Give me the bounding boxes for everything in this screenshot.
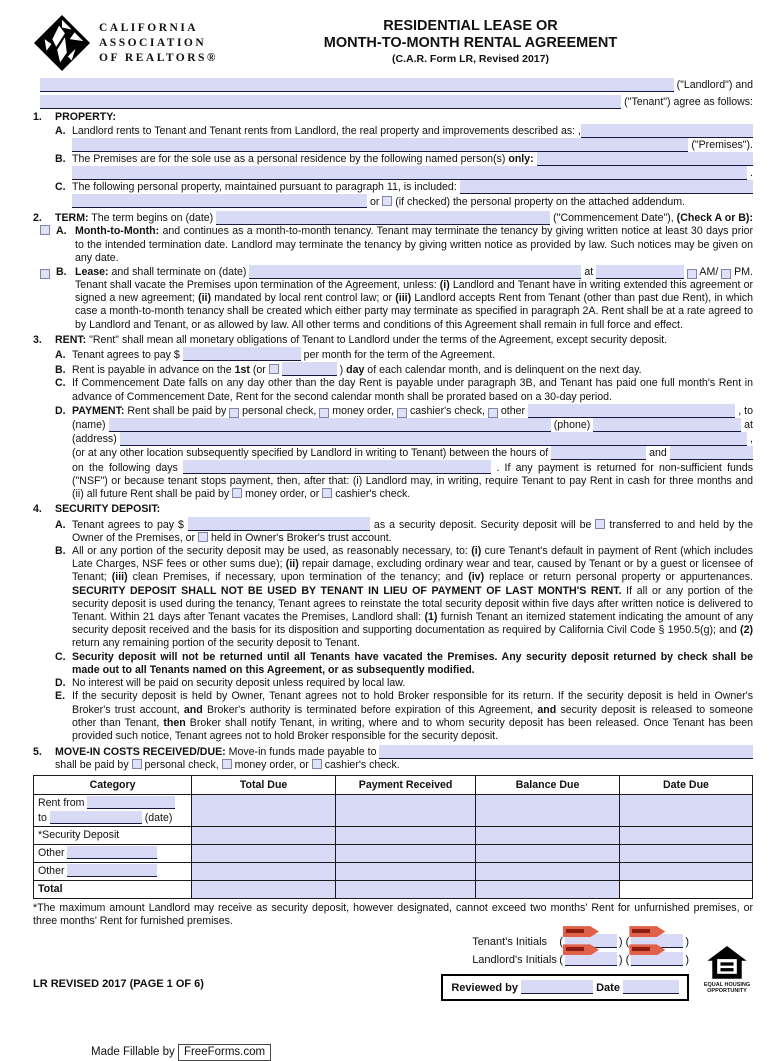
table-row [34,880,753,898]
text-run: Month-to-Month: [75,225,160,238]
paren: ) [618,954,623,967]
date-label: Date [596,982,620,995]
table-cell-field[interactable] [335,795,475,826]
table-cell-field[interactable] [619,862,752,880]
text-run: held in Owner's Broker's trust account. [208,531,392,544]
text-run: ("Landlord") and [673,78,753,91]
initials-block [472,934,689,970]
text-run: Tenant agrees to pay $ [72,349,183,362]
text-run: Rent is payable in advance on the [72,364,235,377]
section-3-heading [33,334,753,347]
clause-1c-line2 [33,194,753,209]
text-run: to [38,811,50,824]
paren: ) [685,954,689,967]
form-header [33,14,753,72]
checkbox[interactable] [198,532,208,542]
text-run: (iii) [395,292,412,305]
clause-4b [33,545,753,651]
item-label: 4. [33,503,42,516]
checkbox[interactable] [312,759,322,769]
text-run: *Security Deposit [38,828,120,841]
clause-3c [33,377,753,403]
text-run: PM. [731,265,753,278]
text-run: If Commencement Date falls on any day other than the day Rent is payable under paragraph 3B, and Tenant has paid one full month's Rent in advance of Commencement Date, Rent for the second calendar month shall be prorated based on a 30-day period. [72,377,753,403]
reviewed-by-label: Reviewed by [451,982,518,995]
checkbox[interactable] [322,488,332,498]
text-run: (i) [471,545,482,558]
clause-1a [33,124,753,138]
table-cell-field[interactable] [619,844,752,862]
text-run: Broker shall notify Tenant, in writing, where and to whom security deposit has been released. Once Tenant has been provided such notice, Tenant agrees not to hold Broker responsible for the security deposit. [72,716,754,742]
blank-field[interactable] [87,796,175,809]
table-cell-field[interactable] [476,795,620,826]
text-run: Other [38,865,68,878]
text-run: ("Commencement Date"), [550,212,677,225]
item-label: 1. [33,111,42,123]
text-run: mandated by local rent control law; or [211,292,396,305]
table-cell-field[interactable] [619,826,752,844]
table-cell-field[interactable] [335,844,475,862]
blank-field[interactable] [72,138,688,152]
text-run: Move-in funds made payable to [225,745,380,758]
text-run: and [183,703,203,716]
text-run: on the following days [72,461,184,474]
blank-field[interactable] [40,78,674,92]
text-run: (1) [424,611,438,624]
checkbox[interactable] [397,408,407,418]
text-run: Tenant shall vacate the Premises upon termination of the Agreement, unless: [75,279,440,292]
column-header: Payment Received [335,776,475,795]
blank-field[interactable] [528,404,735,418]
table-cell-field[interactable] [476,862,620,880]
title-line-1: RESIDENTIAL LEASE OR [383,18,558,34]
landlord-initials-field-2[interactable] [631,952,683,966]
clause-5-line2 [33,759,753,772]
text-run: AM/ [697,265,722,278]
page-footer [33,934,753,1030]
table-cell-field[interactable] [192,862,336,880]
text-run: and shall terminate on (date) [108,265,250,278]
table-cell-field[interactable] [476,880,620,898]
brand-line: CALIFORNIA [99,21,199,34]
text-run: ) [336,364,347,377]
text-run: Landlord and Tenant have in writing extended this agreement or signed a new agreement; [75,279,753,305]
clause-2b: B. Lease: and shall terminate on (date) at AM/ PM. [33,265,753,279]
paren: ) [685,936,689,949]
text-run: then [163,716,186,729]
text-run: Rent from [38,797,88,810]
text-run: (2) [740,624,753,637]
blank-field[interactable] [551,446,646,460]
text-run: (ii) [285,558,299,571]
clause-1b [33,152,753,166]
text-run: (i) [439,279,450,292]
item-label: B. [55,364,66,377]
table-cell-field[interactable] [476,826,620,844]
text-run: at [581,265,597,278]
text-run: ("Tenant") agree as follows: [621,95,753,108]
item-label: A. [55,125,66,137]
blank-field[interactable] [183,347,301,361]
text-run: personal check, [239,404,320,417]
text-run: The following personal property, maintained pursuant to paragraph 11, is included: [72,181,460,193]
section-1-heading [33,111,753,124]
table-cell-field[interactable] [192,844,336,862]
landlord-initials-field-1[interactable] [565,952,617,966]
text-run: Lease: [75,265,109,278]
blank-field[interactable] [50,811,142,824]
text-run: The term begins on (date) [88,212,217,225]
column-header: Balance Due [476,776,620,795]
blank-field[interactable] [40,95,621,109]
car-realtors-logo [33,14,91,72]
text-run: Other [38,847,68,860]
checkbox[interactable] [222,759,232,769]
table-row [34,826,753,844]
brand-line: ASSOCIATION [99,36,207,49]
intro-tenant-line [33,95,753,109]
text-run: cashier's check, [407,404,488,417]
text-run: . [747,167,753,179]
text-run: return any remaining portion of the security deposit to Tenant. [72,637,360,650]
text-run: Landlord accepts Rent from Tenant (other than past due Rent), in which case a month-to-month tenancy shall be created which either party may terminate as specified in paragraph 2A. Rent shall be at a rate agreed to by Landlord and Tenant, or as allowed by law. All other terms and conditions of this Agreement shall remain in full force and effect. [75,292,754,331]
form-body [33,78,753,772]
landlord-initials-label: Landlord's Initials [472,954,557,967]
text-run: TERM: [55,212,89,225]
blank-field[interactable] [379,745,753,759]
text-run: ("Premises"). [688,139,753,151]
text-run: replace or return personal property or appurtenances. [484,571,753,584]
blank-field[interactable] [596,265,684,279]
checkbox[interactable] [132,759,142,769]
checkbox[interactable] [232,488,242,498]
text-run: (ii) [198,292,212,305]
item-label: B. [55,545,66,558]
checkbox[interactable] [269,364,279,374]
eho-text-1: EQUAL HOUSING [703,982,751,989]
text-run: security deposit is released to someone other than Tenant, [72,703,753,729]
text-run: (date) [141,811,173,824]
text-run: Tenant agrees to pay $ [72,518,188,531]
blank-field[interactable] [120,432,747,446]
checkbox[interactable] [40,269,50,279]
paren: ( [559,936,563,949]
clause-3d-name [33,418,753,432]
checkbox[interactable] [687,269,697,279]
clause-3a [33,347,753,362]
eho-text-2: OPPORTUNITY [707,988,747,995]
table-cell-field[interactable] [619,795,752,826]
item-label: 5. [33,745,42,758]
table-cell-empty [619,880,752,898]
table-cell-field[interactable] [335,826,475,844]
table-cell-field[interactable] [476,844,620,862]
reviewed-date-field[interactable] [623,980,679,994]
blank-field[interactable] [72,166,747,180]
text-run: 1st [234,364,250,377]
section-5-heading [33,745,753,759]
text-run: MOVE-IN COSTS RECEIVED/DUE: [55,745,226,758]
text-run: (or [249,364,269,377]
table-row [34,862,753,880]
text-run: per month for the term of the Agreement. [300,349,496,362]
freeforms-link[interactable]: FreeForms.com [178,1044,271,1061]
text-run: (iv) [468,571,485,584]
table-cell-field[interactable] [192,880,336,898]
category-cell [34,826,192,844]
table-cell-field[interactable] [335,880,475,898]
paren: ) [618,936,623,949]
section-4-heading [33,503,753,516]
text-run: and continues as a month-to-month tenancy. Tenant may terminate the tenancy by giving written notice at least 30 days prior to the intended termination date. Landlord may terminate the tenancy by giving written notice as provided by law. Such notices may be given on any date. [75,225,753,264]
blank-field[interactable] [188,517,370,531]
text-run: Broker's authority is terminated before expiration of this Agreement, [202,703,538,716]
item-label: C. [55,650,66,663]
text-run: PROPERTY: [55,111,117,123]
text-run: repair damage, excluding ordinary wear and tear, caused by Tenant or by a guest or licensee of Tenant; [72,558,753,584]
clause-4d [33,677,753,690]
made-fillable-text: Made Fillable by [91,1046,175,1059]
text-run: Landlord rents to Tenant and Tenant rents from Landlord, the real property and improvements described as: , [72,125,581,137]
item-label: D. [55,404,66,417]
made-fillable-line [91,1044,753,1061]
category-cell [34,795,192,826]
clause-4c [33,651,753,677]
item-label: 2. [33,212,42,225]
clause-3d-hours [33,446,753,460]
clause-3d [33,404,753,418]
form-title [248,18,753,66]
text-run: furnish Tenant an itemized statement indicating the amount of any security deposit received and the basis for its disposition and supporting documentation as required by California Civil Code § 1950.5(g); and [72,611,753,637]
text-run: money order, or [242,488,323,501]
text-run: Rent shall be paid by [124,404,230,417]
item-label: A. [55,349,66,362]
checkbox[interactable] [595,519,605,529]
text-run: cashier's check. [332,488,411,501]
text-run: as a security deposit. Security deposit will be [369,518,596,531]
category-cell [34,880,192,898]
brand-name [99,21,218,66]
text-run: cure Tenant's default in payment of Rent (which includes Late Charges, NSF fees or other sums due); [72,545,753,571]
text-run: If the security deposit is held by Owner, Tenant agrees not to hold Broker responsible for its return. If the security deposit is held in Owner's Broker's trust account, [72,690,753,716]
text-run: PAYMENT: [72,404,125,417]
text-run: clean Premises, if necessary, upon termination of the tenancy; and [127,571,469,584]
column-header: Category [34,776,192,795]
text-run: of each calendar month, and is delinquent on the next day. [364,364,642,377]
text-run: , to [735,404,753,417]
reviewed-by-field[interactable] [521,980,593,994]
security-deposit-footnote: *The maximum amount Landlord may receive as security deposit, however designated, cannot exceed two months' Rent for unfurnished premises, or three months' Rent for furnished premises. [33,901,753,927]
blank-field[interactable] [72,194,367,208]
clause-3d-address [33,432,753,446]
title-line-2: MONTH-TO-MONTH RENTAL AGREEMENT [323,35,618,51]
text-run: (phone) [550,418,594,431]
text-run: (if checked) the personal property on the attached addendum. [392,196,686,209]
category-cell [34,844,192,862]
paren: ( [559,954,563,967]
blank-field[interactable] [670,446,753,460]
clause-2a: A. Month-to-Month: and continues as a month-to-month tenancy. Tenant may terminate the tenancy by giving written notice at least 30 days prior to the intended termination date. Landlord may terminate the tenancy by giving written notice as provided by law. Such notices may be given on any date. [33,225,753,265]
checkbox[interactable] [40,225,50,235]
text-run: personal check, [141,759,222,772]
tenant-initials-label: Tenant's Initials [472,936,548,949]
checkbox[interactable] [488,408,498,418]
revision-label: LR REVISED 2017 (PAGE 1 OF 6) [33,978,204,991]
column-header: Total Due [192,776,336,795]
blank-field[interactable] [67,864,157,877]
text-run: (iii) [111,571,128,584]
clause-4a [33,517,753,545]
blank-field[interactable] [249,265,581,279]
text-run: , [747,432,753,445]
text-run: SECURITY DEPOSIT: [55,503,161,516]
equal-housing-logo [701,946,753,994]
item-label: A. [55,518,66,531]
table-row [34,795,753,826]
brand-line: OF REALTORS® [99,51,219,64]
intro-landlord-line [33,78,753,92]
table-cell-field[interactable] [192,795,336,826]
checkbox[interactable] [382,196,392,206]
text-run: Total [38,882,63,895]
text-run: and [537,703,557,716]
clause-1b-line2 [33,166,753,180]
blank-field[interactable] [216,211,550,225]
checkbox[interactable] [319,408,329,418]
text-run: other [497,404,528,417]
text-run: transferred to and held by the Owner of the Premises, or [72,518,753,544]
text-run: . If any payment is returned for non-sufficient funds ("NSF") or because tenant stops payment, then, after that: (i) Landlord may, in writing, require Tenant to pay Rent in cash for three months and (ii) all future Rent shall be paid by [72,461,753,501]
text-run: RENT: [55,333,87,346]
item-label: C. [55,377,66,390]
text-run: only: [508,153,534,165]
text-run: The Premises are for the sole use as a personal residence by the following named person(s) [72,153,509,165]
clause-3d-days [33,460,753,502]
paren: ( [625,936,630,949]
text-run: or [367,196,383,209]
text-run: (name) [72,418,109,431]
text-run: (Check A or B): [676,212,753,225]
text-run: All or any portion of the security deposit may be used, as reasonably necessary, to: [72,545,472,558]
text-run: shall be paid by [55,759,132,772]
blank-field[interactable] [581,124,753,138]
text-run: (or at any other location subsequently specified by Landlord in writing to Tenant) between the hours of [72,446,552,459]
checkbox[interactable] [229,408,239,418]
item-label: E. [55,690,66,703]
move-in-costs-table [33,775,753,898]
blank-field[interactable] [109,418,551,432]
blank-field[interactable] [67,846,157,859]
item-label: C. [55,181,66,193]
column-header: Date Due [619,776,752,795]
text-run: No interest will be paid on security deposit unless required by local law. [72,677,406,690]
text-run: (address) [72,432,120,445]
paren: ( [625,954,630,967]
text-run: If all or any portion of the security deposit is used during the tenancy, Tenant agrees to reinstate the total security deposit within five days after written notice is delivered to Tenant. Within 21 days after Tenant vacates the Premises, Landlord shall: [72,584,753,624]
text-run: Security deposit will not be returned until all Tenants have vacated the Premises. Any security deposit returned by check shall be made out to all Tenants named on this Agreement, or as subsequently modified. [72,650,753,676]
title-subtitle: (C.A.R. Form LR, Revised 2017) [392,53,549,65]
item-label: 3. [33,333,42,346]
table-cell-field[interactable] [192,826,336,844]
table-cell-field[interactable] [335,862,475,880]
equal-housing-house-icon [707,946,747,982]
reviewed-box [441,974,689,1001]
text-run: and [646,446,670,459]
checkbox[interactable] [721,269,731,279]
text-run: money order, [329,404,398,417]
clause-1c [33,180,753,194]
blank-field[interactable] [183,460,491,474]
blank-field[interactable] [460,180,753,194]
text-run: money order, or [231,759,312,772]
landlord-initials-row [472,952,689,967]
item-label: B. [55,153,66,165]
clause-1a-line2 [33,138,753,152]
category-cell [34,862,192,880]
text-run: SECURITY DEPOSIT SHALL NOT BE USED BY TENANT IN LIEU OF PAYMENT OF LAST MONTH'S RENT. [72,584,622,597]
text-run: "Rent" shall mean all monetary obligations of Tenant to Landlord under the terms of the Agreement, except security deposit. [86,333,668,346]
clause-4e [33,690,753,743]
text-run: cashier's check. [321,759,400,772]
clause-3b [33,362,753,377]
text-run: day [346,364,365,377]
clause-2b-para [33,279,753,332]
text-run: at [741,418,753,431]
blank-field[interactable] [282,362,337,376]
section-2-heading [33,211,753,225]
table-row [34,844,753,862]
blank-field[interactable] [537,152,753,166]
blank-field[interactable] [593,418,741,432]
item-label: D. [55,677,66,690]
